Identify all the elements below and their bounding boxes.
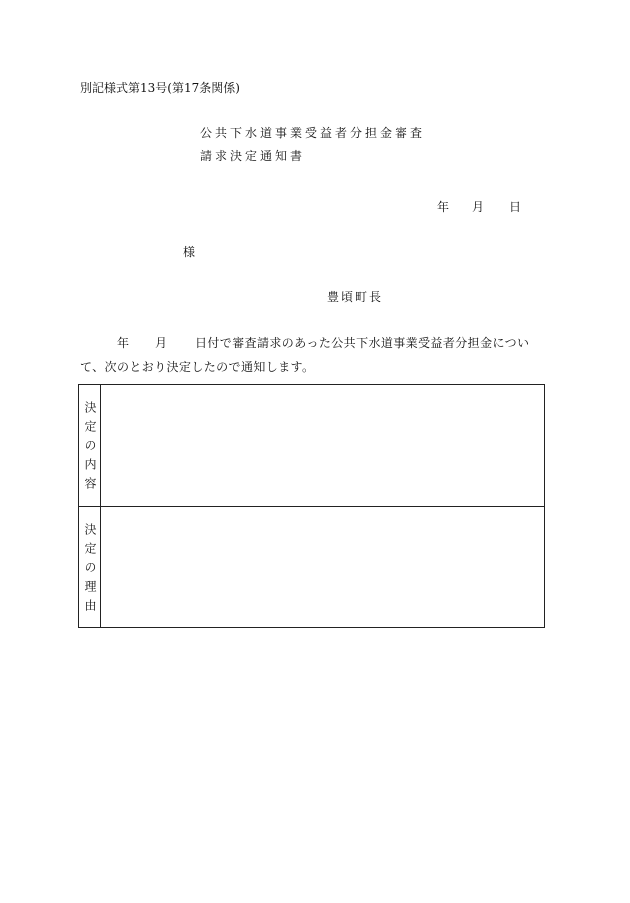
- document-title-line1: 公共下水道事業受益者分担金審査: [200, 126, 426, 140]
- body-month-label: 月: [155, 336, 168, 350]
- addressee-suffix: 様: [183, 245, 196, 259]
- decision-reason-header: 決定の理由: [83, 523, 97, 618]
- decision-content-row: [79, 385, 544, 507]
- decision-content-header-cell: [79, 385, 101, 506]
- body-text-line1: 日付で審査請求のあった公共下水道事業受益者分担金につい: [195, 336, 530, 350]
- decision-table: [78, 384, 545, 628]
- date-year-label: 年: [437, 200, 450, 214]
- date-month-label: 月: [472, 200, 485, 214]
- body-year-label: 年: [117, 336, 130, 350]
- form-label: 別記様式第13号(第17条関係): [80, 81, 240, 95]
- document-title-line2: 請求決定通知書: [200, 149, 306, 163]
- body-text-line2: て、次のとおり決定したので通知します。: [80, 360, 315, 374]
- decision-content-cell: [101, 385, 544, 506]
- date-day-label: 日: [509, 200, 522, 214]
- decision-reason-row: [79, 507, 544, 627]
- decision-content-header: 決定の内容: [83, 401, 97, 496]
- sender-name: 豊頃町長: [327, 290, 384, 304]
- decision-reason-header-cell: [79, 507, 101, 627]
- decision-reason-cell: [101, 507, 544, 627]
